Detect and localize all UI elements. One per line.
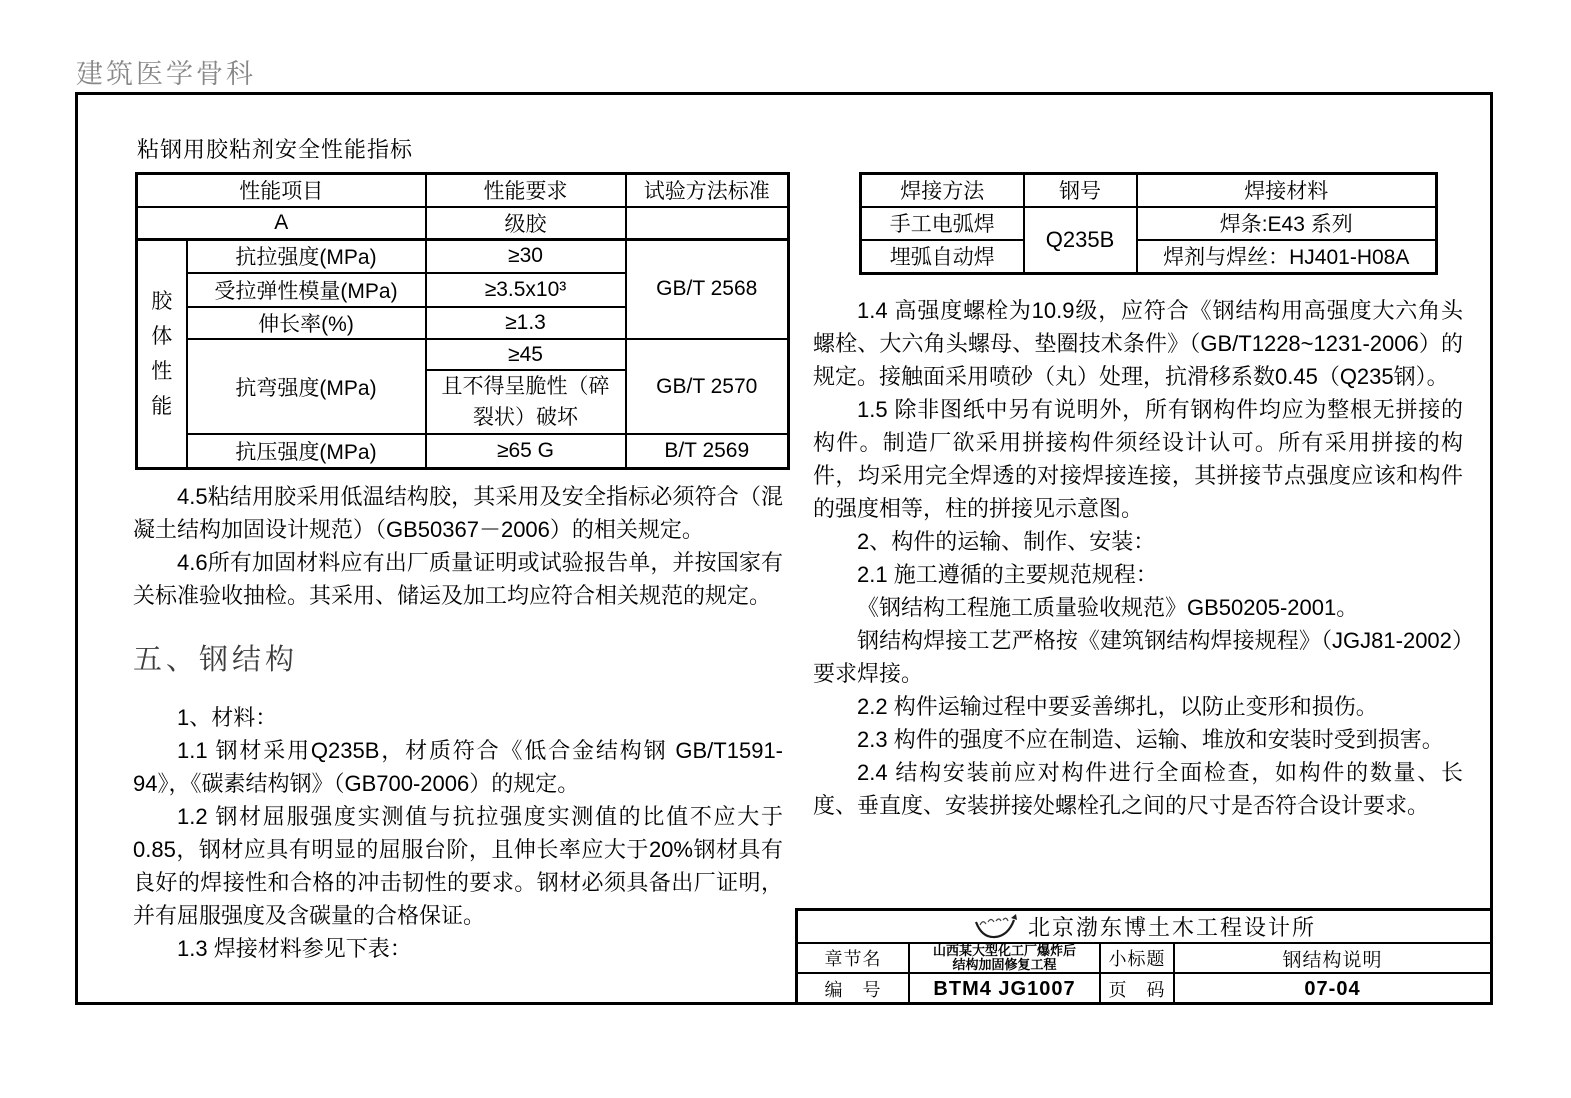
welding-materials-table	[859, 172, 1438, 275]
paragraph-1-4: 1.4 高强度螺栓为10.9级，应符合《钢结构用高强度大六角头螺栓、大六角头螺母、垫圈技术条件》（GB/T1228~1231-2006）的规定。接触面采用喷砂（丸）处理，抗滑移系数0.45（Q235钢）。	[813, 298, 1463, 389]
requirement-cell: ≥1.3	[426, 307, 626, 339]
paragraph-4-6: 4.6所有加固材料应有出厂质量证明或试验报告单，并按国家有关标准验收抽检。其采用、储运及加工均应符合相关规范的规定。	[133, 550, 783, 608]
requirement-cell: ≥45	[426, 339, 626, 370]
grade-standard-cell	[626, 207, 789, 240]
institute-logo-icon	[972, 913, 1018, 941]
adhesive-table-caption: 粘钢用胶粘剂安全性能指标	[137, 137, 414, 162]
requirement-cell: ≥3.5x10³	[426, 273, 626, 307]
property-cell: 抗压强度(MPa)	[187, 434, 426, 468]
table-row	[861, 240, 1437, 274]
chapter-label: 章节名	[798, 944, 910, 974]
title-block-grid	[798, 944, 1490, 1004]
table-header-row	[137, 174, 789, 207]
header-material: 焊接材料	[1137, 174, 1437, 207]
adhesive-performance-table	[135, 172, 790, 470]
property-cell: 受拉弹性模量(MPa)	[187, 273, 426, 307]
number-value: BTM4 JG1007	[910, 974, 1101, 1004]
standard-cell: B/T 2569	[626, 434, 789, 468]
header-steel: 钢号	[1024, 174, 1137, 207]
standard-cell: GB/T 2568	[626, 239, 789, 339]
table-row	[137, 339, 789, 370]
header-standard: 试验方法标准	[626, 174, 789, 207]
subtitle-value: 钢结构说明	[1175, 944, 1490, 974]
grade-cell: A	[137, 207, 426, 240]
page-value: 07-04	[1304, 977, 1361, 1000]
paragraph-1-5: 1.5 除非图纸中另有说明外，所有钢构件均应为整根无拼接的构件。制造厂欲采用拼接构件须经设计认可。所有采用拼接的构件，均采用完全焊透的对接焊接连接，其拼接节点强度应该和构件的强度相等，柱的拼接见示意图。	[813, 397, 1463, 521]
standard-cell: GB/T 2570	[626, 339, 789, 434]
grade-value-cell: 级胶	[426, 207, 626, 240]
number-label: 编 号	[798, 974, 910, 1004]
section-heading-steel-structure: 五、钢结构	[133, 644, 299, 676]
paragraph-1-2: 1.2 钢材屈服强度实测值与抗拉强度实测值的比值不应大于0.85，钢材应具有明显的屈服台阶，且伸长率应大于20%钢材具有良好的焊接性和合格的冲击韧性的要求。钢材必须具备出厂证明，并有屈服强度及含碳量的合格保证。	[133, 804, 783, 928]
institute-name: 北京渤东博土木工程设计所	[1027, 915, 1316, 940]
material-cell: 焊剂与焊丝：HJ401-H08A	[1137, 240, 1437, 274]
project-name	[910, 944, 1101, 974]
paragraph-1-1: 1.1 钢材采用Q235B，材质符合《低合金结构钢 GB/T1591-94》，《碳素结构钢》（GB700-2006）的规定。	[133, 738, 783, 796]
paragraph-1-materials: 1、材料：	[177, 705, 278, 730]
table-header-row	[861, 174, 1437, 207]
header-item: 性能项目	[137, 174, 426, 207]
paragraph-2-2: 2.2 构件运输过程中要妥善绑扎，以防止变形和损伤。	[857, 694, 1378, 719]
project-name-line2: 结构加固修复工程	[952, 957, 1057, 972]
paragraph-2-1: 2.1 施工遵循的主要规范规程：	[857, 562, 1158, 587]
right-text-column	[813, 294, 1463, 822]
table-row	[137, 434, 789, 468]
paragraph-2: 2、构件的运输、制作、安装：	[857, 529, 1156, 554]
property-cell: 伸长率(%)	[187, 307, 426, 339]
drawing-title-block	[795, 908, 1493, 1005]
paragraph-2-3: 2.3 构件的强度不应在制造、运输、堆放和安装时受到损害。	[857, 727, 1444, 752]
property-cell: 抗拉强度(MPa)	[187, 239, 426, 273]
table-row	[137, 239, 789, 273]
side-label-cell: 胶体性能	[137, 239, 187, 468]
left-text-column	[133, 480, 783, 965]
method-cell: 手工电弧焊	[861, 207, 1024, 240]
method-cell: 埋弧自动焊	[861, 240, 1024, 274]
paragraph-2-1-welding-code: 钢结构焊接工艺严格按《建筑钢结构焊接规程》（JGJ81-2002）要求焊接。	[813, 628, 1463, 686]
requirement-cell: ≥30	[426, 239, 626, 273]
paragraph-1-3: 1.3 焊接材料参见下表：	[177, 936, 412, 961]
paragraph-2-4: 2.4 结构安装前应对构件进行全面检查，如构件的数量、长度、垂直度、安装拼接处螺栓孔之间的尺寸是否符合设计要求。	[813, 760, 1463, 818]
grade-row	[137, 207, 789, 240]
requirement-cell: ≥65 G	[426, 434, 626, 468]
header-method: 焊接方法	[861, 174, 1024, 207]
property-cell: 抗弯强度(MPa)	[187, 339, 426, 434]
steel-grade-cell: Q235B	[1024, 207, 1137, 274]
subtitle-label: 小标题	[1101, 944, 1175, 974]
watermark-text: 建筑医学骨科	[76, 59, 256, 89]
institute-row	[798, 911, 1490, 944]
paragraph-2-1-code: 《钢结构工程施工质量验收规范》GB50205-2001。	[857, 595, 1359, 620]
material-cell: 焊条:E43 系列	[1137, 207, 1437, 240]
header-requirement: 性能要求	[426, 174, 626, 207]
paragraph-4-5: 4.5粘结用胶采用低温结构胶，其采用及安全指标必须符合（混凝土结构加固设计规范）（GB50367－2006）的相关规定。	[133, 484, 783, 542]
table-row	[861, 207, 1437, 240]
page-label: 页 码	[1101, 974, 1175, 1004]
requirement-cell: 且不得呈脆性（碎裂状）破坏	[426, 370, 626, 434]
project-name-line1: 山西某大型化工厂爆炸后	[932, 944, 1076, 958]
